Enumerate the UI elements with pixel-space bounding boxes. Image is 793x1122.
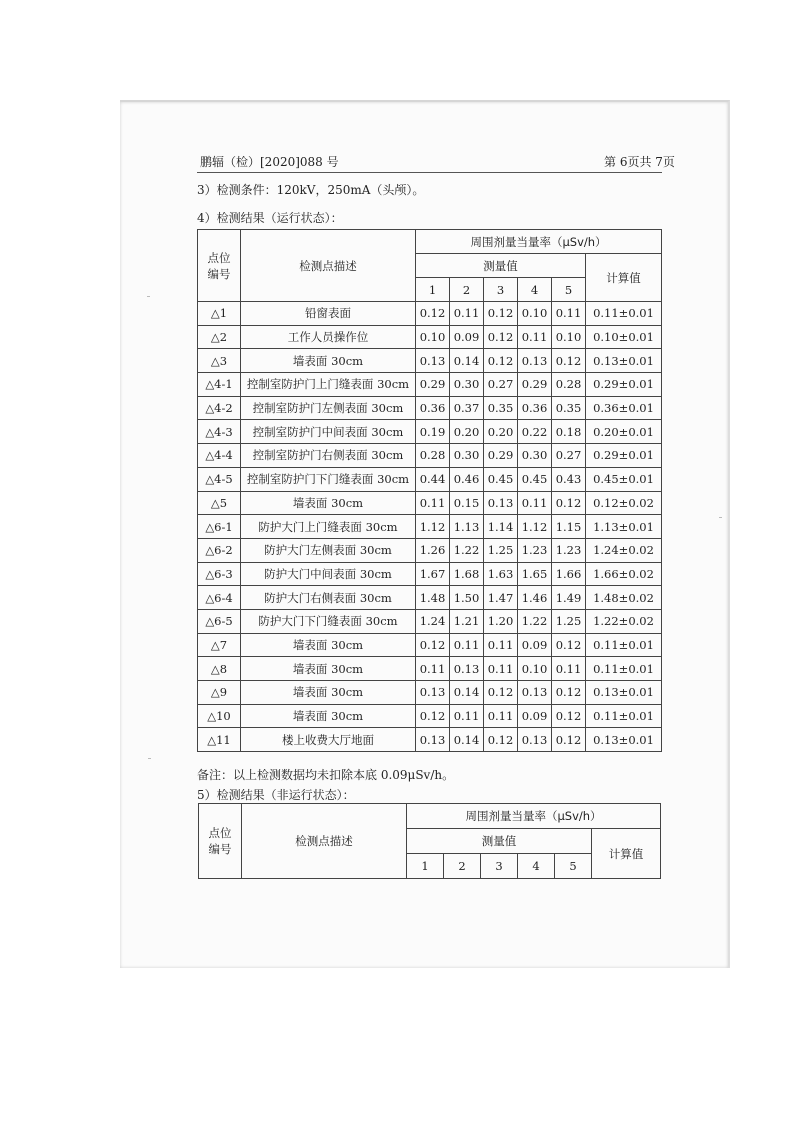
calculated-value-cell: 0.13±0.01 (586, 349, 662, 373)
measurement-cell: 0.11 (416, 657, 450, 681)
measurement-cell: 0.11 (552, 302, 586, 326)
table-row (198, 491, 662, 515)
calculated-value-cell: 0.29±0.01 (586, 444, 662, 468)
point-id-cell: △4-2 (198, 396, 241, 420)
measurement-cell: 0.12 (552, 704, 586, 728)
calculated-value-cell: 0.36±0.01 (586, 396, 662, 420)
point-id-cell: △9 (198, 681, 241, 705)
table-row (198, 420, 662, 444)
measure-num: 5 (555, 854, 592, 879)
section-4-title: 4）检测结果（运行状态）： (197, 211, 343, 225)
table-row (198, 373, 662, 397)
point-id-cell: △5 (198, 491, 241, 515)
measure-num: 2 (450, 278, 484, 302)
description-cell: 防护大门右侧表面 30cm (241, 586, 416, 610)
description-cell: 控制室防护门中间表面 30cm (241, 420, 416, 444)
measurement-cell: 0.11 (450, 302, 484, 326)
calculated-value-cell: 1.22±0.02 (586, 609, 662, 633)
measurement-cell: 0.10 (518, 302, 552, 326)
measurement-cell: 0.29 (518, 373, 552, 397)
measurement-cell: 1.20 (484, 609, 518, 633)
col-header-point (198, 230, 241, 302)
description-cell: 墙表面 30cm (241, 657, 416, 681)
calculated-value-cell: 1.48±0.02 (586, 586, 662, 610)
calculated-value-cell: 1.24±0.02 (586, 538, 662, 562)
header-rule (197, 172, 662, 173)
point-id-cell: △8 (198, 657, 241, 681)
description-cell: 控制室防护门上门缝表面 30cm (241, 373, 416, 397)
measurement-cell: 0.13 (484, 491, 518, 515)
measure-num: 5 (552, 278, 586, 302)
calculated-value-cell: 0.11±0.01 (586, 704, 662, 728)
table-row (198, 349, 662, 373)
measurement-cell: 0.30 (518, 444, 552, 468)
description-cell: 防护大门左侧表面 30cm (241, 538, 416, 562)
description-cell: 控制室防护门左侧表面 30cm (241, 396, 416, 420)
table-row (198, 325, 662, 349)
measurement-cell: 1.25 (484, 538, 518, 562)
measurement-cell: 0.29 (416, 373, 450, 397)
measurement-cell: 0.13 (518, 349, 552, 373)
measurement-cell: 0.22 (518, 420, 552, 444)
table-row (198, 538, 662, 562)
measurement-cell: 0.28 (416, 444, 450, 468)
calculated-value-cell: 0.12±0.02 (586, 491, 662, 515)
measurement-cell: 0.12 (552, 728, 586, 752)
measurement-cell: 1.23 (518, 538, 552, 562)
point-id-cell: △4-3 (198, 420, 241, 444)
measurement-cell: 1.63 (484, 562, 518, 586)
point-id-cell: △7 (198, 633, 241, 657)
col-header-rate: 周围剂量当量率（μSv/h） (416, 230, 662, 254)
measurement-cell: 1.21 (450, 609, 484, 633)
measurement-cell: 1.68 (450, 562, 484, 586)
point-id-cell: △6-2 (198, 538, 241, 562)
measurement-cell: 0.36 (416, 396, 450, 420)
description-cell: 防护大门上门缝表面 30cm (241, 515, 416, 539)
table-row (198, 586, 662, 610)
results-table-idle (198, 803, 661, 879)
table-row (198, 444, 662, 468)
measurement-cell: 0.11 (484, 704, 518, 728)
measure-num: 3 (481, 854, 518, 879)
measurement-cell: 0.14 (450, 681, 484, 705)
col-header-point-text: 点位 编号 (207, 250, 231, 281)
measure-num: 4 (518, 278, 552, 302)
measurement-cell: 0.12 (552, 349, 586, 373)
measurement-cell: 0.11 (552, 657, 586, 681)
measurement-cell: 0.12 (416, 302, 450, 326)
measurement-cell: 0.11 (518, 325, 552, 349)
calculated-value-cell: 0.20±0.01 (586, 420, 662, 444)
measurement-cell: 1.65 (518, 562, 552, 586)
description-cell: 防护大门中间表面 30cm (241, 562, 416, 586)
measurement-cell: 0.44 (416, 467, 450, 491)
col-header-desc: 检测点描述 (242, 804, 407, 879)
table-row (198, 467, 662, 491)
measurement-cell: 1.24 (416, 609, 450, 633)
measurement-cell: 0.37 (450, 396, 484, 420)
calculated-value-cell: 0.45±0.01 (586, 467, 662, 491)
description-cell: 防护大门下门缝表面 30cm (241, 609, 416, 633)
col-header-rate: 周围剂量当量率（μSv/h） (407, 804, 661, 829)
measurement-cell: 0.11 (484, 657, 518, 681)
col-header-point-text: 点位 编号 (208, 826, 232, 856)
measurement-cell: 1.12 (518, 515, 552, 539)
measure-num: 1 (416, 278, 450, 302)
measure-num: 2 (444, 854, 481, 879)
measurement-cell: 1.12 (416, 515, 450, 539)
measurement-cell: 0.30 (450, 373, 484, 397)
page-label: 第 6页共 7页 (604, 155, 675, 169)
measurement-cell: 0.09 (518, 704, 552, 728)
point-id-cell: △11 (198, 728, 241, 752)
table-row (198, 302, 662, 326)
measurement-cell: 0.10 (552, 325, 586, 349)
doc-number: 鹏辐（检）[2020]088 号 (200, 155, 339, 169)
scan-speck (148, 758, 151, 759)
measure-num: 4 (518, 854, 555, 879)
table-row (198, 704, 662, 728)
measurement-cell: 0.11 (450, 633, 484, 657)
description-cell: 控制室防护门右侧表面 30cm (241, 444, 416, 468)
measurement-cell: 1.25 (552, 609, 586, 633)
description-cell: 楼上收费大厅地面 (241, 728, 416, 752)
measurement-cell: 0.30 (450, 444, 484, 468)
measurement-cell: 0.13 (416, 349, 450, 373)
col-header-measured: 测量值 (407, 829, 592, 854)
measurement-cell: 1.26 (416, 538, 450, 562)
col-header-calc: 计算值 (586, 254, 662, 302)
description-cell: 墙表面 30cm (241, 704, 416, 728)
description-cell: 墙表面 30cm (241, 633, 416, 657)
point-id-cell: △6-1 (198, 515, 241, 539)
point-id-cell: △1 (198, 302, 241, 326)
measurement-cell: 0.29 (484, 444, 518, 468)
point-id-cell: △6-5 (198, 609, 241, 633)
table-row (198, 681, 662, 705)
measurement-cell: 1.47 (484, 586, 518, 610)
measurement-cell: 1.67 (416, 562, 450, 586)
section-5-title: 5）检测结果（非运行状态）： (197, 788, 355, 802)
measurement-cell: 0.13 (416, 728, 450, 752)
measurement-cell: 0.13 (518, 728, 552, 752)
measurement-cell: 0.11 (416, 491, 450, 515)
measurement-cell: 0.36 (518, 396, 552, 420)
measurement-cell: 0.27 (484, 373, 518, 397)
point-id-cell: △6-4 (198, 586, 241, 610)
calculated-value-cell: 0.13±0.01 (586, 728, 662, 752)
calculated-value-cell: 1.13±0.01 (586, 515, 662, 539)
table-row (198, 396, 662, 420)
measurement-cell: 1.49 (552, 586, 586, 610)
measure-num: 3 (484, 278, 518, 302)
calculated-value-cell: 0.10±0.01 (586, 325, 662, 349)
section-3-conditions: 3）检测条件：120kV，250mA（头颅）。 (197, 183, 425, 197)
measurement-cell: 1.22 (518, 609, 552, 633)
scan-speck (147, 296, 150, 297)
measurement-cell: 0.12 (484, 302, 518, 326)
remark-text: 备注：以上检测数据均未扣除本底 0.09μSv/h。 (197, 768, 455, 782)
calculated-value-cell: 0.11±0.01 (586, 657, 662, 681)
point-id-cell: △6-3 (198, 562, 241, 586)
measurement-cell: 0.35 (552, 396, 586, 420)
description-cell: 工作人员操作位 (241, 325, 416, 349)
measurement-cell: 0.14 (450, 728, 484, 752)
measurement-cell: 0.12 (416, 704, 450, 728)
measurement-cell: 1.23 (552, 538, 586, 562)
measurement-cell: 0.19 (416, 420, 450, 444)
description-cell: 铅窗表面 (241, 302, 416, 326)
measurement-cell: 0.12 (552, 633, 586, 657)
measure-num: 1 (407, 854, 444, 879)
point-id-cell: △4-1 (198, 373, 241, 397)
point-id-cell: △2 (198, 325, 241, 349)
measurement-cell: 0.13 (518, 681, 552, 705)
measurement-cell: 1.46 (518, 586, 552, 610)
point-id-cell: △3 (198, 349, 241, 373)
table-row (198, 562, 662, 586)
description-cell: 墙表面 30cm (241, 349, 416, 373)
measurement-cell: 0.12 (552, 491, 586, 515)
measurement-cell: 1.14 (484, 515, 518, 539)
measurement-cell: 0.11 (518, 491, 552, 515)
measurement-cell: 0.13 (450, 657, 484, 681)
table-row (198, 515, 662, 539)
measurement-cell: 0.12 (484, 681, 518, 705)
table-row (198, 609, 662, 633)
measurement-cell: 0.12 (552, 681, 586, 705)
point-id-cell: △4-4 (198, 444, 241, 468)
calculated-value-cell: 0.11±0.01 (586, 633, 662, 657)
measurement-cell: 0.45 (518, 467, 552, 491)
measurement-cell: 1.48 (416, 586, 450, 610)
measurement-cell: 0.27 (552, 444, 586, 468)
measurement-cell: 0.46 (450, 467, 484, 491)
measurement-cell: 0.10 (416, 325, 450, 349)
measurement-cell: 1.15 (552, 515, 586, 539)
table-row (198, 728, 662, 752)
table-row (198, 633, 662, 657)
point-id-cell: △4-5 (198, 467, 241, 491)
measurement-cell: 0.09 (518, 633, 552, 657)
measurement-cell: 0.12 (484, 728, 518, 752)
col-header-desc: 检测点描述 (241, 230, 416, 302)
measurement-cell: 0.43 (552, 467, 586, 491)
calculated-value-cell: 0.11±0.01 (586, 302, 662, 326)
measurement-cell: 0.11 (484, 633, 518, 657)
measurement-cell: 1.22 (450, 538, 484, 562)
calculated-value-cell: 0.29±0.01 (586, 373, 662, 397)
measurement-cell: 0.18 (552, 420, 586, 444)
measurement-cell: 0.09 (450, 325, 484, 349)
measurement-cell: 0.15 (450, 491, 484, 515)
measurement-cell: 1.13 (450, 515, 484, 539)
table-row (198, 657, 662, 681)
measurement-cell: 0.12 (416, 633, 450, 657)
measurement-cell: 0.35 (484, 396, 518, 420)
scan-speck (719, 517, 722, 518)
measurement-cell: 0.13 (416, 681, 450, 705)
measurement-cell: 1.50 (450, 586, 484, 610)
measurement-cell: 0.20 (484, 420, 518, 444)
col-header-measured: 测量值 (416, 254, 586, 278)
col-header-point (199, 804, 242, 879)
measurement-cell: 0.20 (450, 420, 484, 444)
measurement-cell: 0.45 (484, 467, 518, 491)
measurement-cell: 0.12 (484, 325, 518, 349)
results-table-running (197, 229, 662, 752)
description-cell: 墙表面 30cm (241, 491, 416, 515)
measurement-cell: 0.14 (450, 349, 484, 373)
calculated-value-cell: 1.66±0.02 (586, 562, 662, 586)
description-cell: 墙表面 30cm (241, 681, 416, 705)
measurement-cell: 0.11 (450, 704, 484, 728)
col-header-calc: 计算值 (592, 829, 661, 879)
measurement-cell: 0.10 (518, 657, 552, 681)
calculated-value-cell: 0.13±0.01 (586, 681, 662, 705)
measurement-cell: 0.12 (484, 349, 518, 373)
description-cell: 控制室防护门下门缝表面 30cm (241, 467, 416, 491)
measurement-cell: 1.66 (552, 562, 586, 586)
measurement-cell: 0.28 (552, 373, 586, 397)
point-id-cell: △10 (198, 704, 241, 728)
